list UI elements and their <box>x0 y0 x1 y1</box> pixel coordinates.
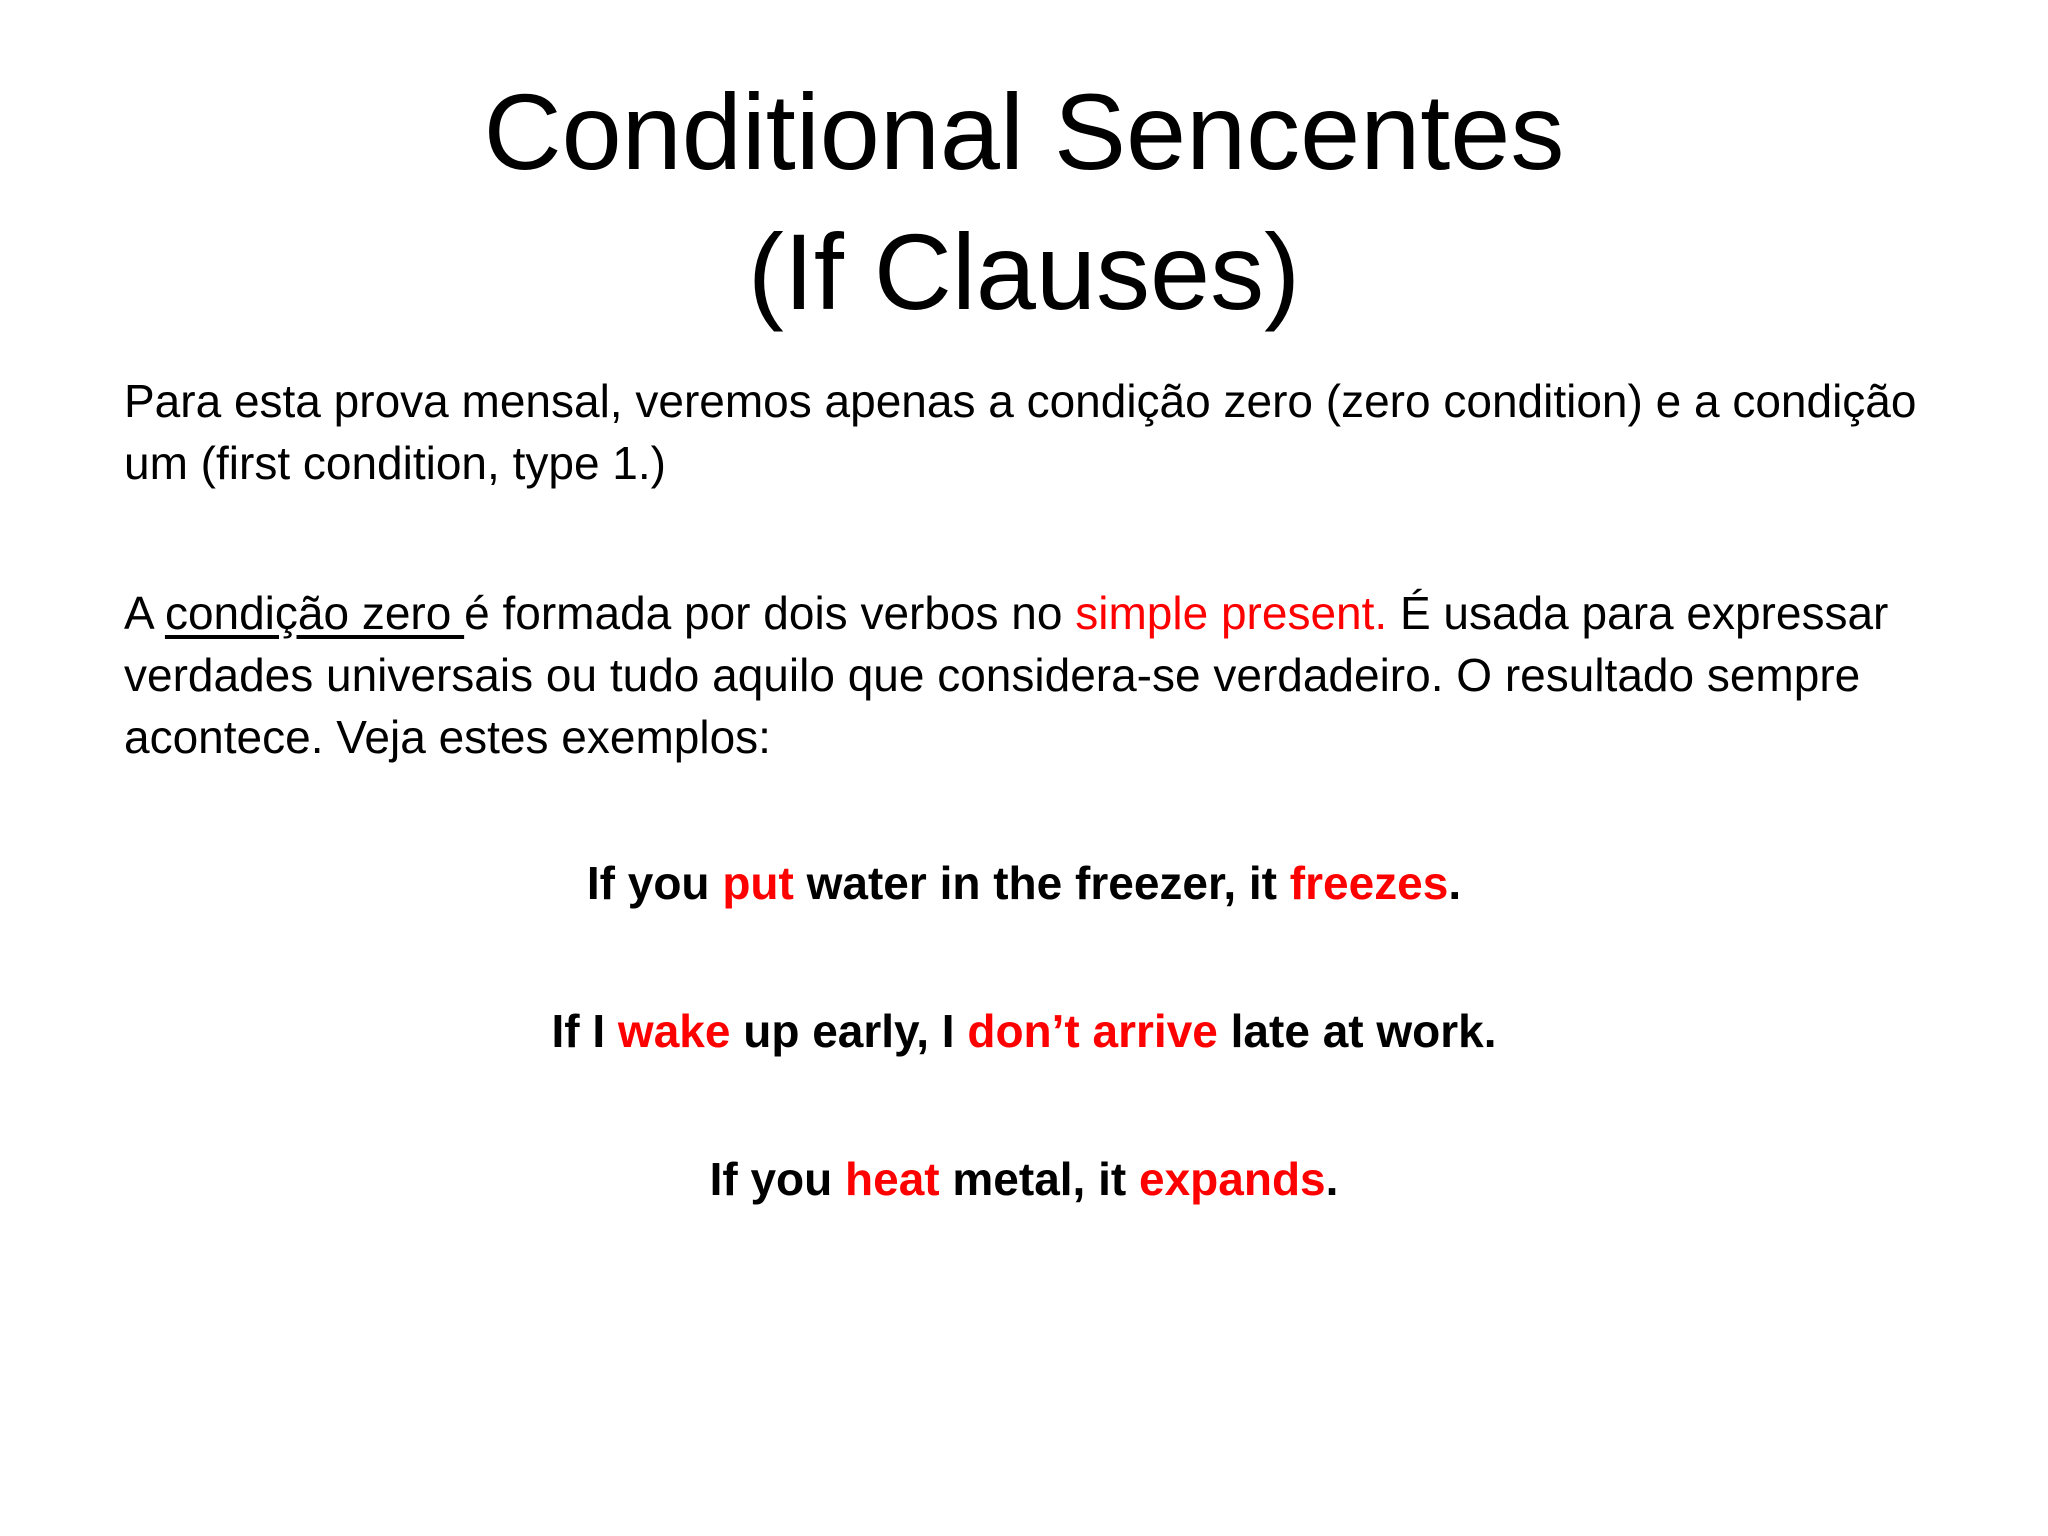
underlined-term: condição zero <box>164 587 465 639</box>
slide-title <box>0 62 2048 342</box>
example-text: . <box>1325 1153 1339 1205</box>
example-verb: don’t arrive <box>967 1005 1218 1057</box>
example-text: If I <box>551 1005 618 1057</box>
zero-condition-paragraph <box>124 582 1954 768</box>
paragraph-prefix: A <box>124 587 165 639</box>
example-text: If you <box>586 857 723 909</box>
example-verb: heat <box>845 1153 940 1205</box>
intro-paragraph: Para esta prova mensal, veremos apenas a condição zero (zero condition) e a condição um (first condition, type 1.) <box>124 375 1917 489</box>
example-sentence <box>0 1000 2048 1062</box>
example-verb: wake <box>617 1005 731 1057</box>
example-text: late at work. <box>1217 1005 1497 1057</box>
example-text: water in the freezer, it <box>793 857 1290 909</box>
paragraph-middle: é formada por dois verbos no <box>464 587 1076 639</box>
example-text: up early, I <box>730 1005 968 1057</box>
example-verb: freezes <box>1289 857 1449 909</box>
example-sentence <box>0 1148 2048 1210</box>
title-line-1: Conditional Sencentes <box>483 71 1565 192</box>
example-text: metal, it <box>939 1153 1139 1205</box>
example-text: . <box>1448 857 1462 909</box>
example-sentence <box>0 852 2048 914</box>
title-line-2: (If Clauses) <box>747 211 1301 332</box>
paragraph-suffix: É usada para expressar verdades universais ou tudo aquilo que considera-se verdadeiro. O resultado sempre acontece. Veja estes exemplos: <box>124 587 1889 763</box>
example-verb: put <box>722 857 794 909</box>
example-verb: expands <box>1139 1153 1326 1205</box>
highlighted-tense: simple present. <box>1075 587 1388 639</box>
example-text: If you <box>709 1153 846 1205</box>
